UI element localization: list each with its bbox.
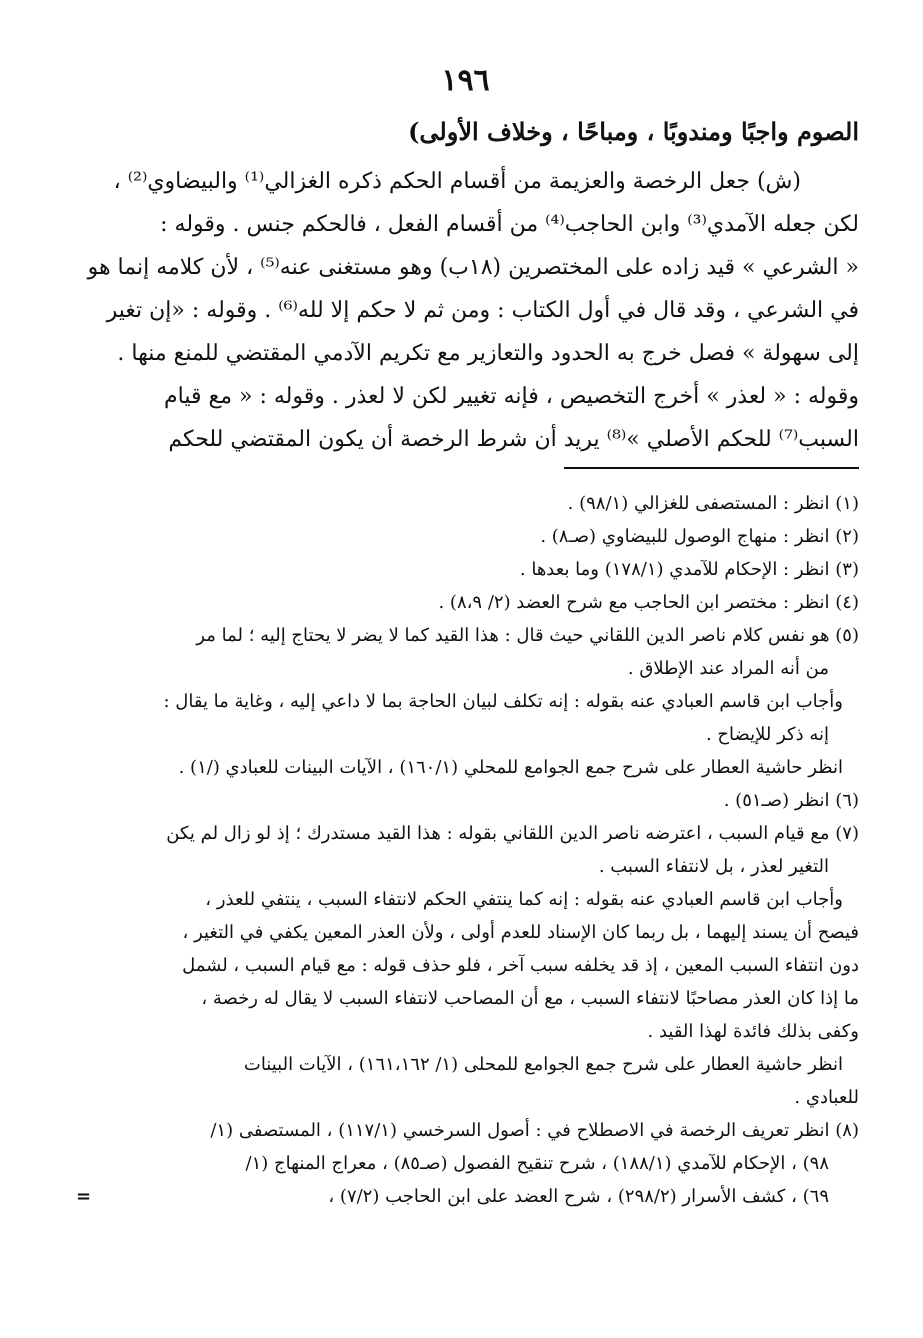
body-line: وقوله : « لعذر » أخرج التخصيص ، فإنه تغيير لكن لا لعذر . وقوله : « مع قيام <box>164 384 859 409</box>
footnote-line: التغير لعذر ، بل لانتفاء السبب . <box>598 856 829 877</box>
section-heading: الصوم واجبًا ومندوبًا ، ومباحًا ، وخلاف الأولى) <box>408 117 859 146</box>
body-line: (ش) جعل الرخصة والعزيمة من أقسام الحكم ذكره الغزالي⁽¹⁾ والبيضاوي⁽²⁾ ، <box>113 169 801 194</box>
body-line: في الشرعي ، وقد قال في أول الكتاب : ومن ثم لا حكم إلا لله⁽⁶⁾ . وقوله : «إن تغير <box>106 298 859 323</box>
footnote-line: (٢) انظر : منهاج الوصول للبيضاوي (صـ٨) . <box>540 526 859 547</box>
footnote-line: ما إذا كان العذر مصاحبًا لانتفاء السبب ، مع أن المصاحب لانتفاء السبب لا يقال له رخصة ، <box>201 988 859 1009</box>
footnote-line-text: ٦٩) ، كشف الأسرار (٢٩٨/٢) ، شرح العضد على ابن الحاجب (٧/٢) ، <box>328 1186 829 1207</box>
footnote-line: وأجاب ابن قاسم العبادي عنه بقوله : إنه تكلف لبيان الحاجة بما لا داعي إليه ، وغاية ما يقال : <box>163 691 843 712</box>
footnote-line: (٥) هو نفس كلام ناصر الدين اللقاني حيث قال : هذا القيد كما لا يضر لا يحتاج إليه ؛ لما مر <box>196 625 859 646</box>
footnote-line: إنه ذكر للإيضاح . <box>705 724 829 745</box>
body-line: « الشرعي » قيد زاده على المختصرين (١٨ب) وهو مستغنى عنه⁽⁵⁾ ، لأن كلامه إنما هو <box>87 255 859 280</box>
page-number: ١٩٦ <box>441 63 490 98</box>
footnote-line: (٨) انظر تعريف الرخصة في الاصطلاح في : أصول السرخسي (١١٧/١) ، المستصفى (١/ <box>210 1120 859 1141</box>
footnote-line: انظر حاشية العطار على شرح جمع الجوامع للمحلي (١٦٠/١) ، الآيات البينات للعبادي (/١) . <box>178 757 843 778</box>
footnote-line: وأجاب ابن قاسم العبادي عنه بقوله : إنه كما ينتفي الحكم لانتفاء السبب ، ينتفي للعذر ، <box>205 889 843 910</box>
footnotes <box>72 487 859 1213</box>
footnote-line: (١) انظر : المستصفى للغزالي (٩٨/١) . <box>567 493 859 514</box>
footnote-line: (٦) انظر (صـ٥١) . <box>723 790 859 811</box>
footnote-line: وكفى بذلك فائدة لهذا القيد . <box>647 1021 859 1042</box>
footnote-line: للعبادي . <box>794 1087 859 1108</box>
footnote-line: دون انتفاء السبب المعين ، إذ قد يخلفه سبب آخر ، فلو حذف قوله : مع قيام السبب ، لشمل <box>182 955 859 976</box>
footnote-line: (٣) انظر : الإحكام للآمدي (١٧٨/١) وما بعدها . <box>519 559 859 580</box>
footnote-line: (٧) مع قيام السبب ، اعترضه ناصر الدين اللقاني بقوله : هذا القيد مستدرك ؛ إذ لو زال لم يكن <box>166 823 859 844</box>
footnote-separator <box>564 467 859 469</box>
footnote-line: فيصح أن يسند إليهما ، بل ربما كان الإسناد للعدم أولى ، ولأن العذر المعين يكفي في التغير ، <box>182 922 859 943</box>
footnote-line: ٩٨) ، الإحكام للآمدي (١٨٨/١) ، شرح تنقيح الفصول (صـ٨٥) ، معراج المنهاج (١/ <box>245 1153 829 1174</box>
body-line: لكن جعله الآمدي⁽³⁾ وابن الحاجب⁽⁴⁾ من أقسام الفعل ، فالحكم جنس . وقوله : <box>160 212 859 237</box>
body-line: السبب⁽⁷⁾ للحكم الأصلي »⁽⁸⁾ يريد أن شرط الرخصة أن يكون المقتضي للحكم <box>168 427 859 452</box>
footnote-line <box>72 1180 859 1213</box>
body-text <box>72 160 859 461</box>
body-line: إلى سهولة » فصل خرج به الحدود والتعازير مع تكريم الآدمي المقتضي للمنع منها . <box>117 341 859 366</box>
footnote-line: (٤) انظر : مختصر ابن الحاجب مع شرح العضد (٢/ ٨،٩) . <box>438 592 859 613</box>
footnote-line: انظر حاشية العطار على شرح جمع الجوامع للمحلى (١/ ١٦١،١٦٢) ، الآيات البينات <box>243 1054 843 1075</box>
continuation-mark: = <box>76 1186 92 1207</box>
footnote-line: من أنه المراد عند الإطلاق . <box>627 658 829 679</box>
